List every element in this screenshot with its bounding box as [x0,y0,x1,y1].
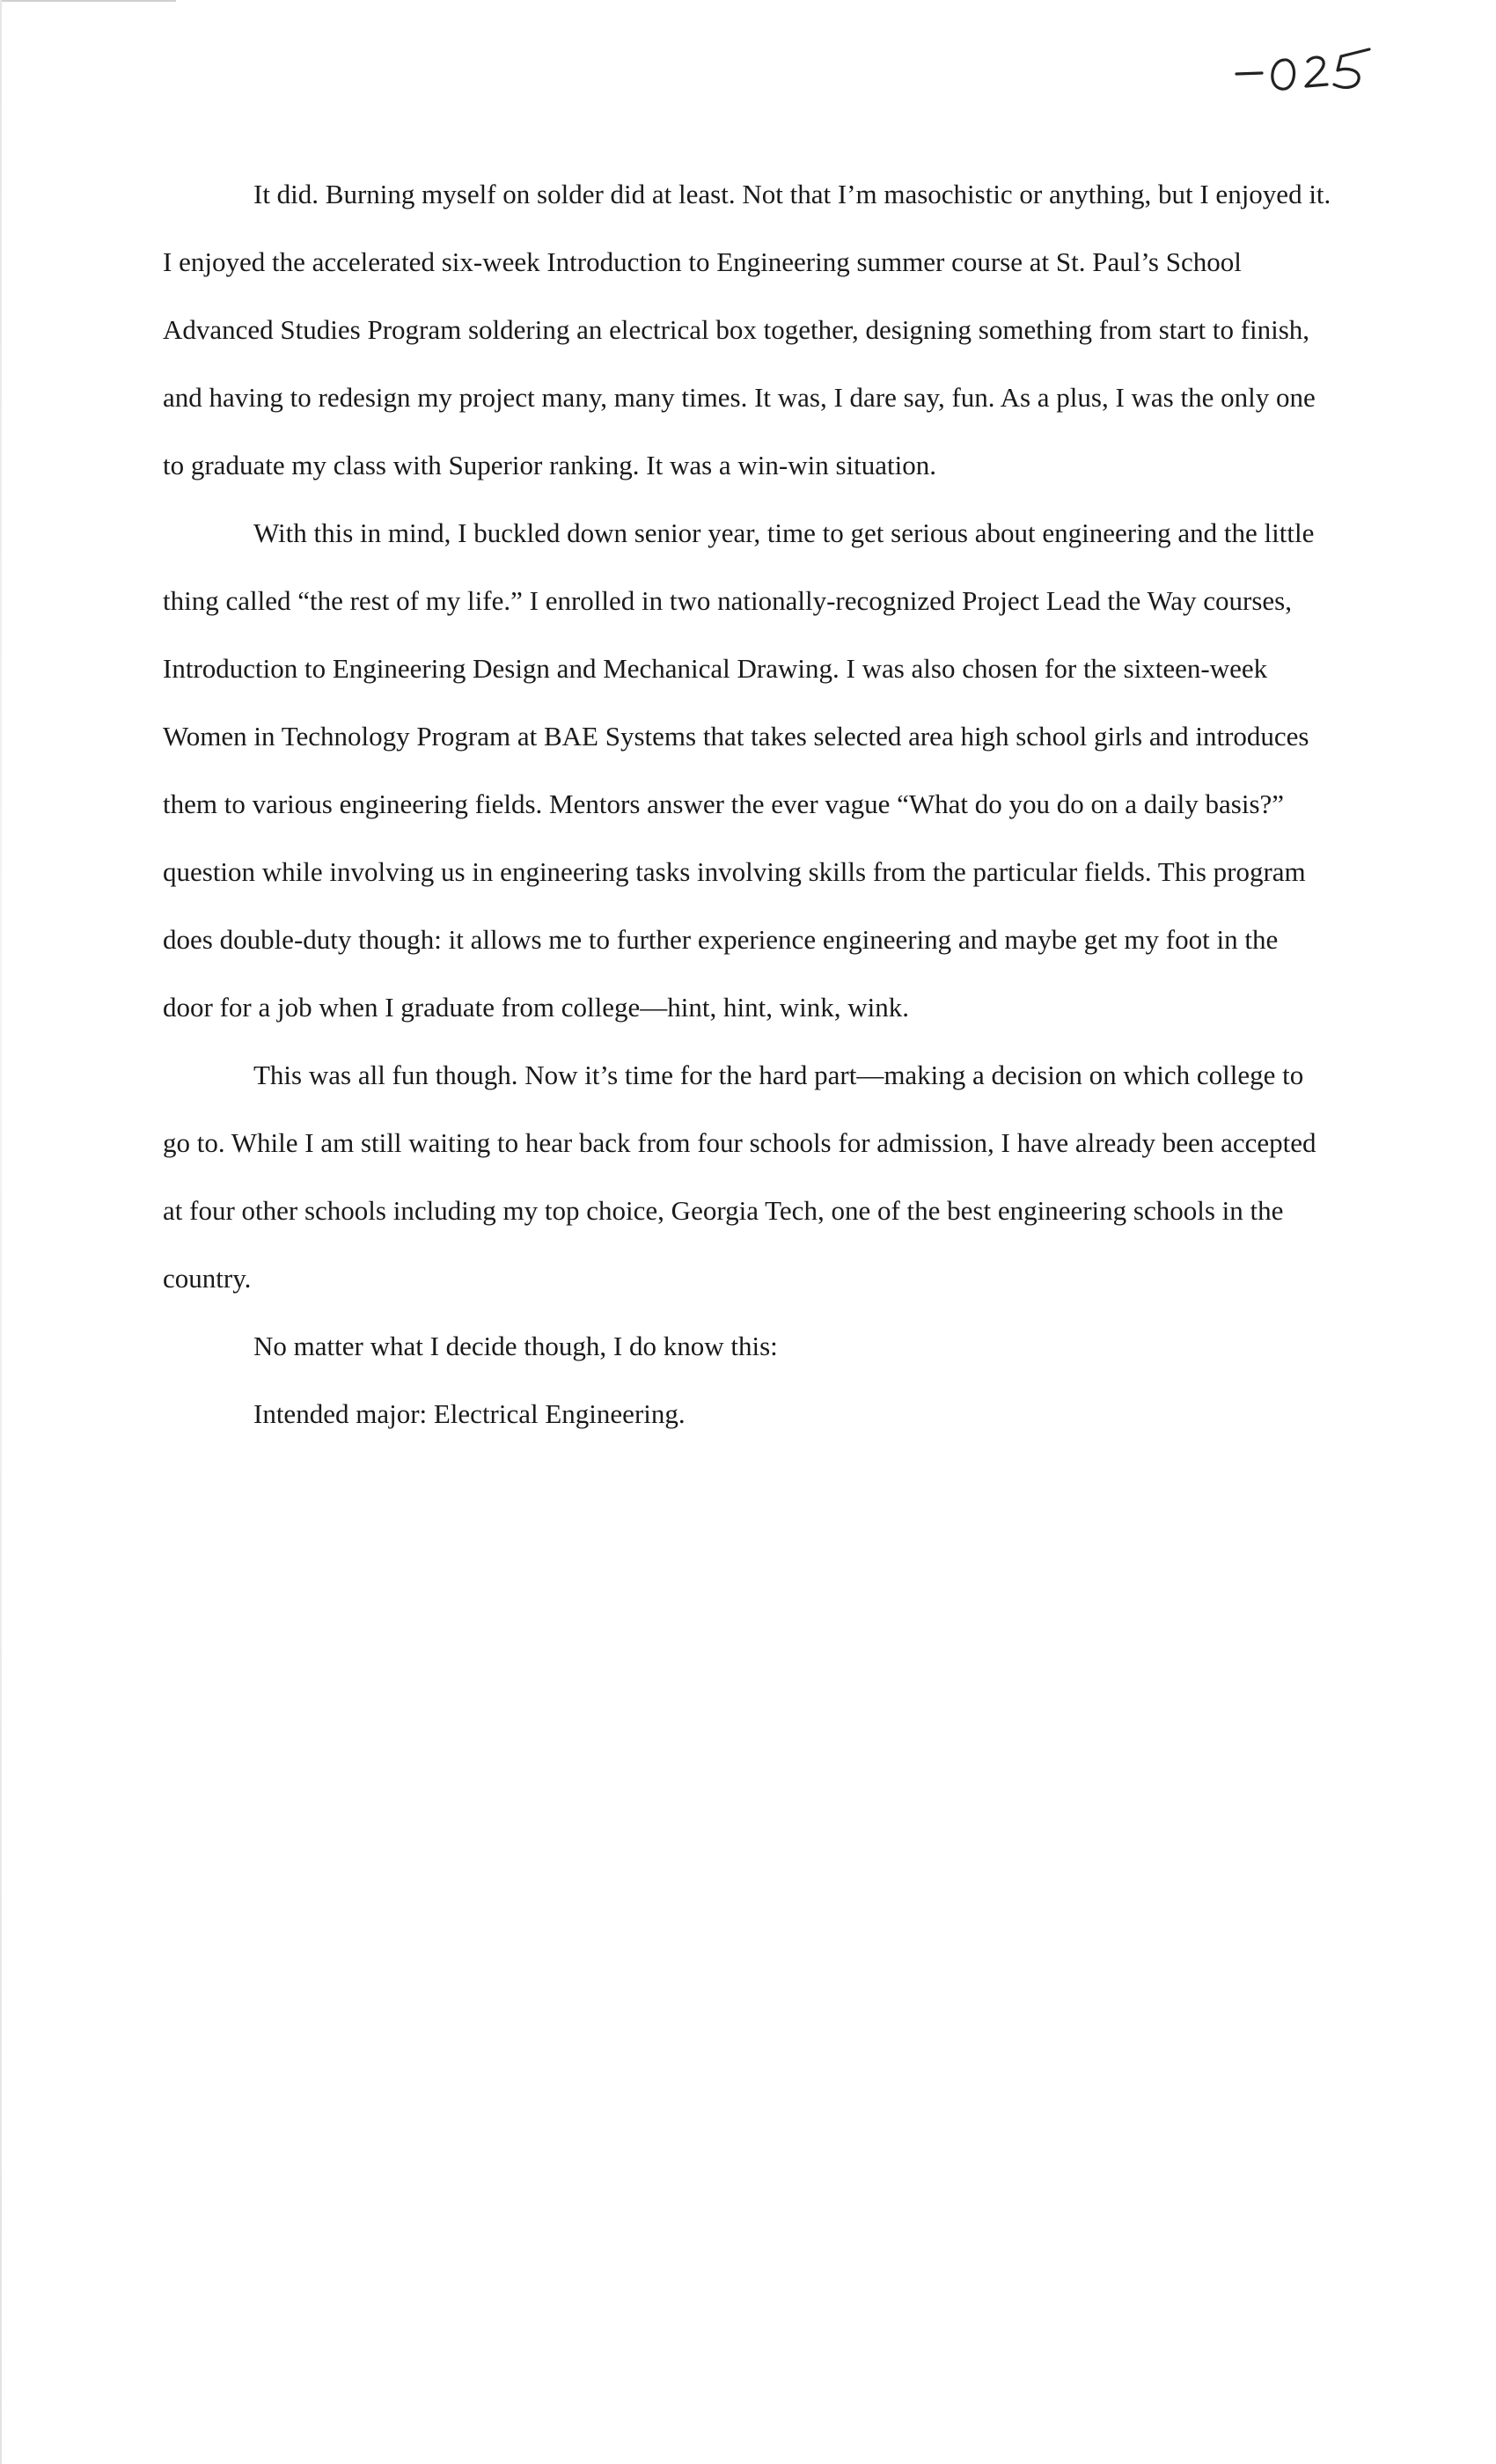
handwritten-page-number-mark [1232,40,1382,102]
essay-body [163,160,1333,1448]
handwritten-page-number [1232,40,1382,102]
paragraph: Intended major: Electrical Engineering. [253,1398,686,1429]
paragraph: It did. Burning myself on solder did at least. Not that I’m masochistic or anything, but I enjoyed it. I enjoyed the accelerated six-week Introduction to Engineering summer course at St. Paul’s School Advanced Studies Program soldering an electrical box together, designing something from start to finish, and having to redesign my project many, many times. It was, I dare say, fun. As a plus, I was the only one to graduate my class with Superior ranking. It was a win-win situation. [163,179,1331,480]
paragraph: This was all fun though. Now it’s time for the hard part—making a decision on which college to go to. While I am still waiting to hear back from four schools for admission, I have already been accepted at four other schools including my top choice, Georgia Tech, one of the best engineering schools in the country. [163,1060,1316,1294]
scan-edge [0,0,2,2464]
paragraph: No matter what I decide though, I do know this: [253,1331,778,1361]
paragraph: With this in mind, I buckled down senior year, time to get serious about engineering and the little thing called “the rest of my life.” I enrolled in two nationally-recognized Project Lead the Way courses, Introduction to Engineering Design and Mechanical Drawing. I was also chosen for the sixteen-week Women in Technology Program at BAE Systems that takes selected area high school girls and introduces them to various engineering fields. Mentors answer the ever vague “What do you do on a daily basis?” question while involving us in engineering tasks involving skills from the particular fields. This program does double-duty though: it allows me to further experience engineering and maybe get my foot in the door for a job when I graduate from college—hint, hint, wink, wink. [163,517,1315,1023]
scan-edge [0,0,176,2]
